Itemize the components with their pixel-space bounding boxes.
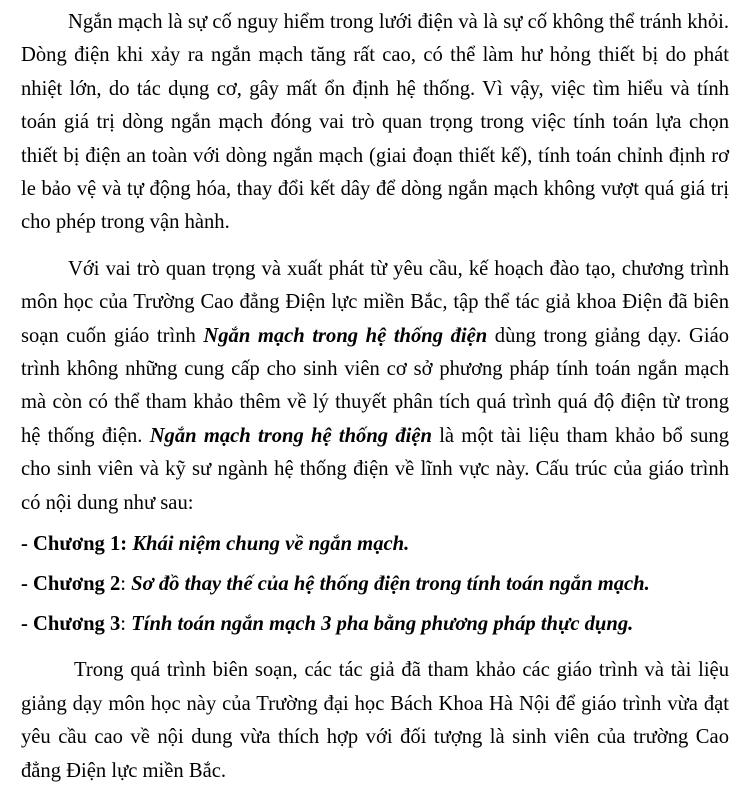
book-title: Ngắn mạch trong hệ thống điện bbox=[203, 324, 488, 347]
chapter-item-1 bbox=[21, 528, 729, 561]
purpose-paragraph bbox=[21, 253, 729, 520]
chapter-item-3 bbox=[21, 608, 729, 641]
chapter-separator: : bbox=[120, 573, 132, 595]
book-title: Ngắn mạch trong hệ thống điện bbox=[149, 424, 432, 447]
chapter-label: - Chương 2 bbox=[21, 573, 121, 595]
chapter-title: Khái niệm chung về ngắn mạch. bbox=[132, 533, 410, 556]
document-page bbox=[21, 6, 729, 788]
chapter-title: Sơ đồ thay thế của hệ thống điện trong tính toán ngắn mạch. bbox=[131, 573, 650, 595]
purpose-text-1: Với vai trò quan trọng và xuất phát từ yêu cầu, kế hoạch đào tạo, chương trình môn học của Trường Cao đẳng Điện lực miền Bắc, tập thể tác giả khoa Điện đã biên soạn cuốn giáo trình bbox=[21, 257, 729, 347]
chapter-title: Tính toán ngắn mạch 3 pha bằng phương pháp thực dụng. bbox=[131, 612, 634, 635]
intro-paragraph: Ngắn mạch là sự cố nguy hiểm trong lưới điện và là sự cố không thể tránh khỏi. Dòng điện khi xảy ra ngắn mạch tăng rất cao, có thể làm hư hỏng thiết bị do phát nhiệt lớn, do tác dụng cơ, gây mất ổn định hệ thống. Vì vậy, việc tìm hiểu và tính toán giá trị dòng ngắn mạch đóng vai trò quan trọng trong việc tính toán lựa chọn thiết bị điện an toàn với dòng ngắn mạch (giai đoạn thiết kế), tính toán chỉnh định rơ le bảo vệ và tự động hóa, thay đổi kết dây để dòng ngắn mạch không vượt quá giá trị cho phép trong vận hành. bbox=[21, 11, 729, 234]
chapter-item-2 bbox=[21, 568, 729, 601]
closing-paragraph: Trong quá trình biên soạn, các tác giả đã tham khảo các giáo trình và tài liệu giảng dạy môn học này của Trường đại học Bách Khoa Hà Nội để giáo trình vừa đạt yêu cầu cao về nội dung vừa thích hợp với đối tượng là sinh viên của trường Cao đẳng Điện lực miền Bắc. bbox=[21, 659, 729, 782]
chapter-label: - Chương 3 bbox=[21, 612, 121, 635]
purpose-text-2: dùng trong giảng dạy. Giáo trình không những cung cấp cho sinh viên cơ sở phương pháp tính toán ngắn mạch mà còn có thể tham khảo thêm về lý thuyết phân tích quá trình quá độ điện từ trong hệ thống điện. bbox=[21, 324, 730, 447]
chapter-label: - Chương 1: bbox=[21, 533, 128, 556]
purpose-text-3: là một tài liệu tham khảo bổ sung cho sinh viên và kỹ sư ngành hệ thống điện về lĩnh vực này. Cấu trúc của giáo trình có nội dung như sau: bbox=[21, 424, 729, 514]
chapter-separator: : bbox=[120, 612, 132, 635]
